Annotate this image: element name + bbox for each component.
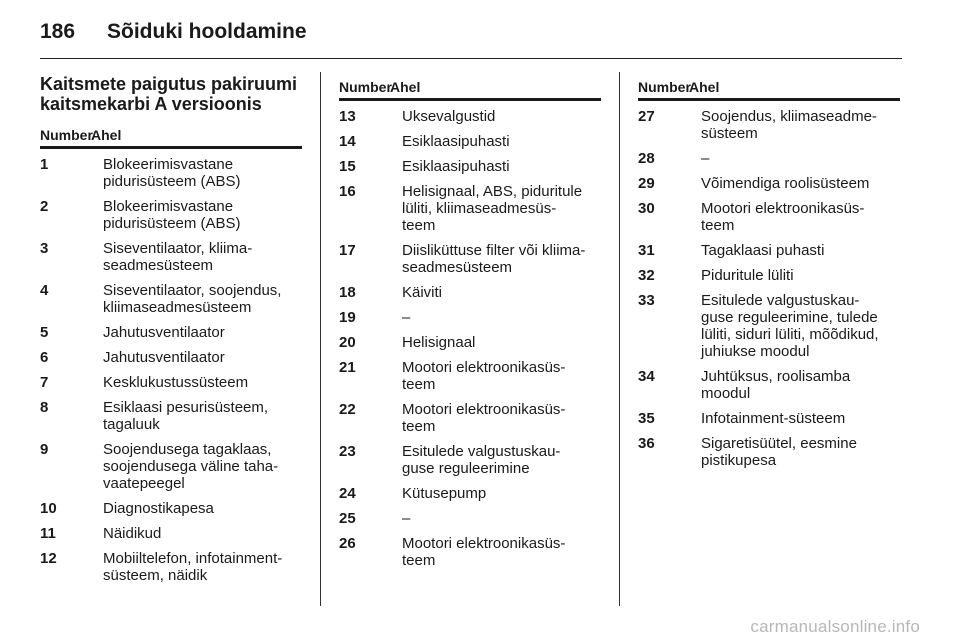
- section-title-line: kaitsmekarbi A versioonis: [40, 94, 262, 114]
- fuse-number: 26: [339, 535, 356, 552]
- fuse-list: [638, 108, 900, 469]
- fuse-circuit: [701, 108, 900, 142]
- table-row: [40, 399, 302, 433]
- circuit-line: teem: [402, 376, 436, 393]
- fuse-circuit: [103, 374, 302, 391]
- fuse-number: 29: [638, 175, 655, 192]
- circuit-line: Soojendus, kliimaseadme-: [701, 108, 877, 125]
- circuit-line: Käiviti: [402, 284, 443, 301]
- fuse-number: 4: [40, 282, 49, 299]
- circuit-line: kliimaseadmesüsteem: [103, 299, 252, 316]
- watermark: carmanualsonline.info: [750, 617, 920, 636]
- circuit-line: Näidikud: [103, 525, 162, 542]
- table-row: [339, 443, 601, 477]
- table-row: [339, 242, 601, 276]
- fuse-circuit: [701, 368, 900, 402]
- circuit-line: Blokeerimisvastane: [103, 156, 234, 173]
- fuse-circuit: [701, 267, 900, 284]
- circuit-line: Esitulede valgustuskau-: [402, 443, 561, 460]
- table-row: [40, 324, 302, 341]
- fuse-number: 36: [638, 435, 655, 452]
- fuse-number: 12: [40, 550, 57, 567]
- circuit-line: pistikupesa: [701, 452, 777, 469]
- fuse-number: 23: [339, 443, 356, 460]
- circuit-line: Jahutusventilaator: [103, 324, 225, 341]
- circuit-line: Esiklaasipuhasti: [402, 158, 510, 175]
- fuse-circuit: [701, 150, 900, 167]
- fuse-number: 14: [339, 133, 356, 150]
- fuse-number: 7: [40, 374, 49, 391]
- fuse-number: 32: [638, 267, 655, 284]
- fuse-number: 16: [339, 183, 356, 200]
- page-title: Sõiduki hooldamine: [107, 20, 307, 43]
- fuse-number: 8: [40, 399, 49, 416]
- table-row: [339, 510, 601, 527]
- fuse-number: 1: [40, 156, 49, 173]
- table-row: [40, 374, 302, 391]
- circuit-line: Esitulede valgustuskau-: [701, 292, 860, 309]
- fuse-circuit: [701, 175, 900, 192]
- fuse-circuit: [701, 242, 900, 259]
- header-circuit: Ahel: [390, 79, 421, 95]
- circuit-line: Esiklaasipuhasti: [402, 133, 510, 150]
- table-row: [40, 441, 302, 492]
- page-number: 186: [40, 20, 76, 43]
- circuit-line: lüliti, kliimaseadmesüs-: [402, 200, 557, 217]
- header-circuit: Ahel: [689, 79, 720, 95]
- table-row: [40, 500, 302, 517]
- fuse-number: 21: [339, 359, 356, 376]
- table-row: [339, 309, 601, 326]
- circuit-line: Mobiiltelefon, infotainment-: [103, 550, 283, 567]
- fuse-circuit: [402, 535, 601, 569]
- circuit-line: Piduritule lüliti: [701, 267, 794, 284]
- fuse-circuit: [103, 500, 302, 517]
- fuse-number: 6: [40, 349, 49, 366]
- fuse-circuit: [701, 200, 900, 234]
- circuit-line: teem: [402, 418, 436, 435]
- circuit-line: Siseventilaator, kliima-: [103, 240, 253, 257]
- fuse-number: 28: [638, 150, 655, 167]
- fuse-number: 3: [40, 240, 49, 257]
- table-row: [638, 108, 900, 142]
- table-row: [339, 133, 601, 150]
- section-title-line: Kaitsmete paigutus pakiruumi: [40, 74, 298, 94]
- circuit-line: Juhtüksus, roolisamba: [701, 368, 851, 385]
- table-row: [40, 525, 302, 542]
- fuse-column-2: [339, 74, 601, 577]
- table-row: [339, 108, 601, 125]
- fuse-circuit: [402, 133, 601, 150]
- fuse-column-3: [638, 74, 900, 477]
- circuit-line: lüliti, siduri lüliti, mõõdikud,: [701, 326, 879, 343]
- fuse-list: [339, 108, 601, 569]
- circuit-line: Mootori elektroonikasüs-: [402, 401, 566, 418]
- fuse-number: 15: [339, 158, 356, 175]
- table-row: [638, 175, 900, 192]
- table-row: [40, 198, 302, 232]
- circuit-line: seadmesüsteem: [103, 257, 214, 274]
- circuit-line: Blokeerimisvastane: [103, 198, 234, 215]
- circuit-line: Mootori elektroonikasüs-: [701, 200, 865, 217]
- table-row: [339, 334, 601, 351]
- fuse-number: 24: [339, 485, 356, 502]
- fuse-circuit: [103, 441, 302, 492]
- table-row: [339, 535, 601, 569]
- table-row: [638, 150, 900, 167]
- circuit-line: Helisignaal: [402, 334, 476, 351]
- fuse-circuit: [402, 359, 601, 393]
- circuit-line: seadmesüsteem: [402, 259, 513, 276]
- circuit-line: Esiklaasi pesurisüsteem,: [103, 399, 269, 416]
- table-row: [638, 267, 900, 284]
- column-divider: [320, 72, 321, 606]
- table-row: [339, 401, 601, 435]
- fuse-number: 22: [339, 401, 356, 418]
- table-row: [638, 410, 900, 427]
- table-row: [40, 156, 302, 190]
- fuse-list: [40, 156, 302, 584]
- fuse-circuit: [402, 158, 601, 175]
- table-row: [339, 183, 601, 234]
- table-row: [339, 284, 601, 301]
- fuse-number: 11: [40, 525, 56, 542]
- fuse-circuit: [402, 401, 601, 435]
- fuse-number: 30: [638, 200, 655, 217]
- fuse-circuit: [402, 443, 601, 477]
- fuse-circuit: [103, 156, 302, 190]
- table-row: [638, 242, 900, 259]
- table-row: [40, 550, 302, 584]
- fuse-circuit: [402, 510, 601, 527]
- circuit-line: Siseventilaator, soojendus,: [103, 282, 282, 299]
- fuse-number: 5: [40, 324, 49, 341]
- fuse-circuit: [103, 198, 302, 232]
- circuit-line: süsteem, näidik: [103, 567, 208, 584]
- circuit-line: pidurisüsteem (ABS): [103, 173, 241, 190]
- fuse-circuit: [402, 309, 601, 326]
- fuse-number: 19: [339, 309, 356, 326]
- fuse-circuit: [103, 240, 302, 274]
- table-row: [339, 359, 601, 393]
- fuse-number: 35: [638, 410, 655, 427]
- table-row: [339, 158, 601, 175]
- circuit-line: Kütusepump: [402, 485, 487, 502]
- fuse-number: 17: [339, 242, 356, 259]
- fuse-number: 18: [339, 284, 356, 301]
- table-row: [638, 200, 900, 234]
- circuit-line: tagaluuk: [103, 416, 160, 433]
- fuse-number: 13: [339, 108, 356, 125]
- circuit-line: Diagnostikapesa: [103, 500, 214, 517]
- circuit-line: Uksevalgustid: [402, 108, 496, 125]
- fuse-circuit: [103, 282, 302, 316]
- table-row: [40, 282, 302, 316]
- fuse-circuit: [402, 284, 601, 301]
- circuit-line: vaatepeegel: [103, 475, 185, 492]
- circuit-line: Kesklukustussüsteem: [103, 374, 249, 391]
- table-header: [339, 74, 601, 101]
- circuit-line: pidurisüsteem (ABS): [103, 215, 241, 232]
- circuit-line: teem: [701, 217, 735, 234]
- circuit-line: teem: [402, 552, 436, 569]
- fuse-number: 20: [339, 334, 356, 351]
- circuit-line: süsteem: [701, 125, 758, 142]
- column-divider: [619, 72, 620, 606]
- fuse-circuit: [402, 108, 601, 125]
- fuse-number: 33: [638, 292, 655, 309]
- circuit-line: Infotainment-süsteem: [701, 410, 846, 427]
- circuit-line: –: [402, 510, 411, 527]
- circuit-line: guse reguleerimine, tulede: [701, 309, 878, 326]
- fuse-circuit: [402, 485, 601, 502]
- circuit-line: –: [701, 150, 710, 167]
- circuit-line: –: [402, 309, 411, 326]
- table-header: [40, 126, 302, 149]
- fuse-circuit: [103, 399, 302, 433]
- circuit-line: Mootori elektroonikasüs-: [402, 535, 566, 552]
- section-title: [40, 74, 302, 114]
- circuit-line: teem: [402, 217, 436, 234]
- fuse-circuit: [103, 349, 302, 366]
- table-row: [40, 349, 302, 366]
- fuse-number: 10: [40, 500, 57, 517]
- circuit-line: Jahutusventilaator: [103, 349, 225, 366]
- table-header: [638, 74, 900, 101]
- fuse-number: 2: [40, 198, 49, 215]
- header-number: Number: [339, 79, 392, 95]
- fuse-circuit: [701, 292, 900, 360]
- header-circuit: Ahel: [91, 127, 122, 143]
- fuse-number: 27: [638, 108, 655, 125]
- fuse-number: 25: [339, 510, 356, 527]
- fuse-circuit: [103, 324, 302, 341]
- circuit-line: Mootori elektroonikasüs-: [402, 359, 566, 376]
- table-row: [638, 435, 900, 469]
- fuse-circuit: [701, 435, 900, 469]
- header-number: Number: [638, 79, 691, 95]
- fuse-circuit: [402, 242, 601, 276]
- table-row: [40, 240, 302, 274]
- circuit-line: Võimendiga roolisüsteem: [701, 175, 870, 192]
- table-row: [339, 485, 601, 502]
- circuit-line: Diisliküttuse filter või kliima-: [402, 242, 586, 259]
- fuse-number: 34: [638, 368, 655, 385]
- page-header: [40, 20, 902, 59]
- circuit-line: Soojendusega tagaklaas,: [103, 441, 272, 458]
- header-number: Number: [40, 127, 93, 143]
- circuit-line: guse reguleerimine: [402, 460, 530, 477]
- circuit-line: moodul: [701, 385, 751, 402]
- table-row: [638, 292, 900, 360]
- fuse-circuit: [402, 183, 601, 234]
- circuit-line: soojendusega väline taha-: [103, 458, 279, 475]
- table-row: [638, 368, 900, 402]
- fuse-number: 31: [638, 242, 655, 259]
- circuit-line: Sigaretisüütel, eesmine: [701, 435, 857, 452]
- circuit-line: Helisignaal, ABS, piduritule: [402, 183, 583, 200]
- fuse-circuit: [103, 550, 302, 584]
- fuse-circuit: [103, 525, 302, 542]
- fuse-circuit: [402, 334, 601, 351]
- fuse-column-1: [40, 74, 302, 592]
- circuit-line: Tagaklaasi puhasti: [701, 242, 825, 259]
- fuse-number: 9: [40, 441, 49, 458]
- circuit-line: juhiukse moodul: [701, 343, 810, 360]
- fuse-circuit: [701, 410, 900, 427]
